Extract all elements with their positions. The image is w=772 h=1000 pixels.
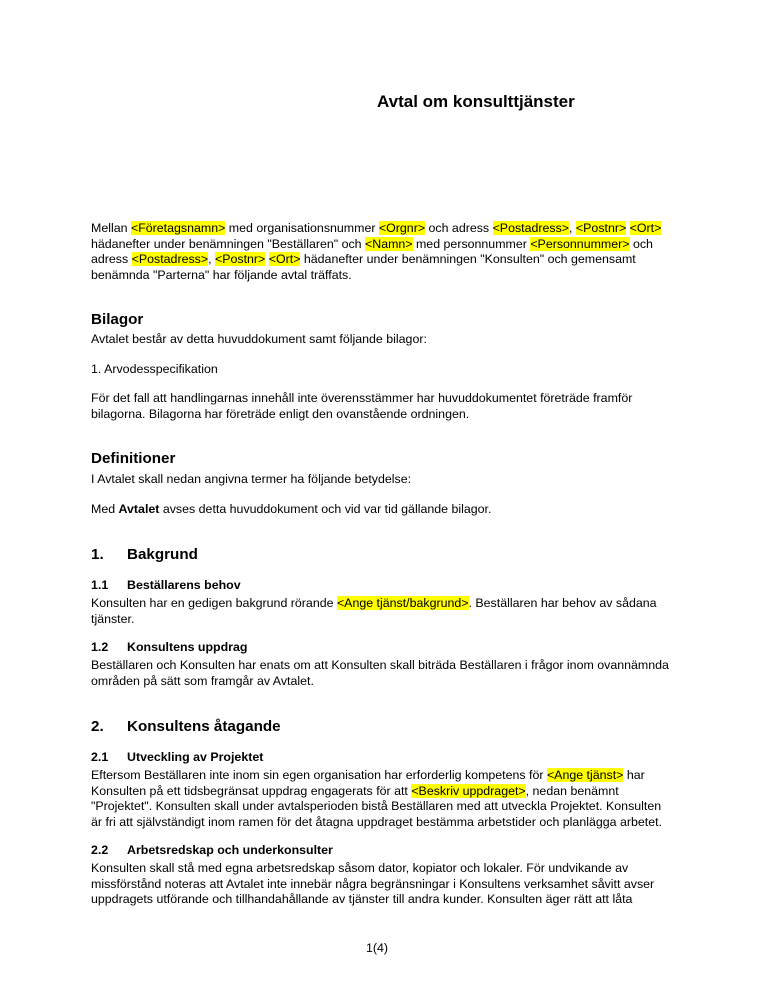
section-1-heading: Bakgrund bbox=[127, 546, 198, 563]
placeholder-foretagsnamn[interactable]: <Företagsnamn> bbox=[130, 221, 226, 235]
placeholder-namn[interactable]: <Namn> bbox=[365, 236, 413, 251]
placeholder-ange-tjanst[interactable]: <Ange tjänst> bbox=[546, 768, 624, 782]
heading-bilagor: Bilagor bbox=[91, 311, 144, 328]
section-2-heading: Konsultens åtagande bbox=[127, 718, 281, 735]
document-title: Avtal om konsulttjänster bbox=[377, 92, 575, 111]
section-2-number: 2. bbox=[91, 718, 104, 735]
placeholder-personnummer[interactable]: <Personnummer> bbox=[530, 236, 630, 251]
section-1-2-text: Beställaren och Konsulten har enats om att Konsulten skall biträda Beställaren i frågor inom ovannämnda områden på sätt som framgår av Avtalet. bbox=[91, 658, 669, 688]
intro-line-4: benämnda "Parterna" har följande avtal träffats. bbox=[91, 267, 352, 282]
bilagor-text: Avtalet består av detta huvuddokument samt följande bilagor: bbox=[91, 332, 427, 346]
placeholder-postadress-2[interactable]: <Postadress> bbox=[131, 252, 209, 267]
heading-definitioner: Definitioner bbox=[91, 450, 176, 467]
placeholder-ort-2[interactable]: <Ort> bbox=[268, 252, 301, 267]
section-2-2-number: 2.2 bbox=[91, 843, 109, 857]
placeholder-ange-tjanst-bakgrund[interactable]: <Ange tjänst/bakgrund> bbox=[336, 596, 469, 610]
intro-line-3: adress <Postadress>, <Postnr> <Ort> hädanefter under benämningen "Konsulten" och gemensamt bbox=[91, 252, 636, 267]
placeholder-postadress[interactable]: <Postadress> bbox=[492, 221, 570, 235]
section-2-1-heading: Utveckling av Projektet bbox=[127, 750, 264, 764]
intro-line-1: Mellan <Företagsnamn> med organisationsnummer <Orgnr> och adress <Postadress>, <Postnr> <Ort> bbox=[91, 221, 662, 235]
placeholder-orgnr[interactable]: <Orgnr> bbox=[378, 221, 426, 235]
section-1-2-number: 1.2 bbox=[91, 640, 109, 654]
placeholder-beskriv-uppdraget[interactable]: <Beskriv uppdraget> bbox=[411, 783, 526, 798]
bilagor-list-item: 1. Arvodesspecifikation bbox=[91, 362, 218, 376]
section-1-1-number: 1.1 bbox=[91, 578, 109, 592]
placeholder-postnr[interactable]: <Postnr> bbox=[575, 221, 627, 235]
placeholder-ort[interactable]: <Ort> bbox=[629, 221, 662, 235]
definition-avtalet: Med Avtalet avses detta huvuddokument och vid var tid gällande bilagor. bbox=[91, 502, 492, 516]
definitioner-text: I Avtalet skall nedan angivna termer ha följande betydelse: bbox=[91, 472, 412, 486]
intro-paragraph bbox=[91, 221, 701, 283]
page-number: 1(4) bbox=[366, 941, 389, 955]
section-2-1-number: 2.1 bbox=[91, 750, 109, 764]
section-2-2-heading: Arbetsredskap och underkonsulter bbox=[127, 843, 333, 857]
section-2-1-text: Eftersom Beställaren inte inom sin egen organisation har erforderlig kompetens för <Ange tjänst> har Konsulten på ett tidsbegränsat uppdrag engagerats för att <Beskriv uppdraget>, nedan benämnt "Projektet". Konsulten skall under avtalsperioden bistå Beställaren med att utveckla Projektet. Konsulten är fri att självständigt inom ramen för det åtagna uppdraget bestämma arbetstider och planlägga arbetet. bbox=[91, 768, 662, 829]
section-1-1-heading: Beställarens behov bbox=[127, 578, 241, 592]
defined-term: Avtalet bbox=[118, 502, 160, 516]
section-2-2-text: Konsulten skall stå med egna arbetsredskap såsom dator, kopiator och lokaler. För undvikande av missförstånd noteras att Avtalet inte innebär några begränsningar i Konsultens verksamhet såvitt avser uppdragets utförande och tillhandahållande av tjänster till andra kunder. Konsulten äger rätt att låta bbox=[91, 861, 655, 907]
section-1-number: 1. bbox=[91, 546, 104, 563]
section-1-1-text: Konsulten har en gedigen bakgrund rörande <Ange tjänst/bakgrund>. Beställaren har behov av sådana tjänster. bbox=[91, 596, 657, 626]
placeholder-postnr-2[interactable]: <Postnr> bbox=[215, 252, 266, 267]
bilagor-paragraph: För det fall att handlingarnas innehåll inte överensstämmer har huvuddokumentet företräde framför bilagorna. Bilagorna har företräde enligt den ovanstående ordningen. bbox=[91, 391, 633, 421]
section-1-2-heading: Konsultens uppdrag bbox=[127, 640, 248, 654]
intro-line-2: hädanefter under benämningen "Beställaren" och <Namn> med personnummer <Personnummer> och bbox=[91, 236, 653, 251]
